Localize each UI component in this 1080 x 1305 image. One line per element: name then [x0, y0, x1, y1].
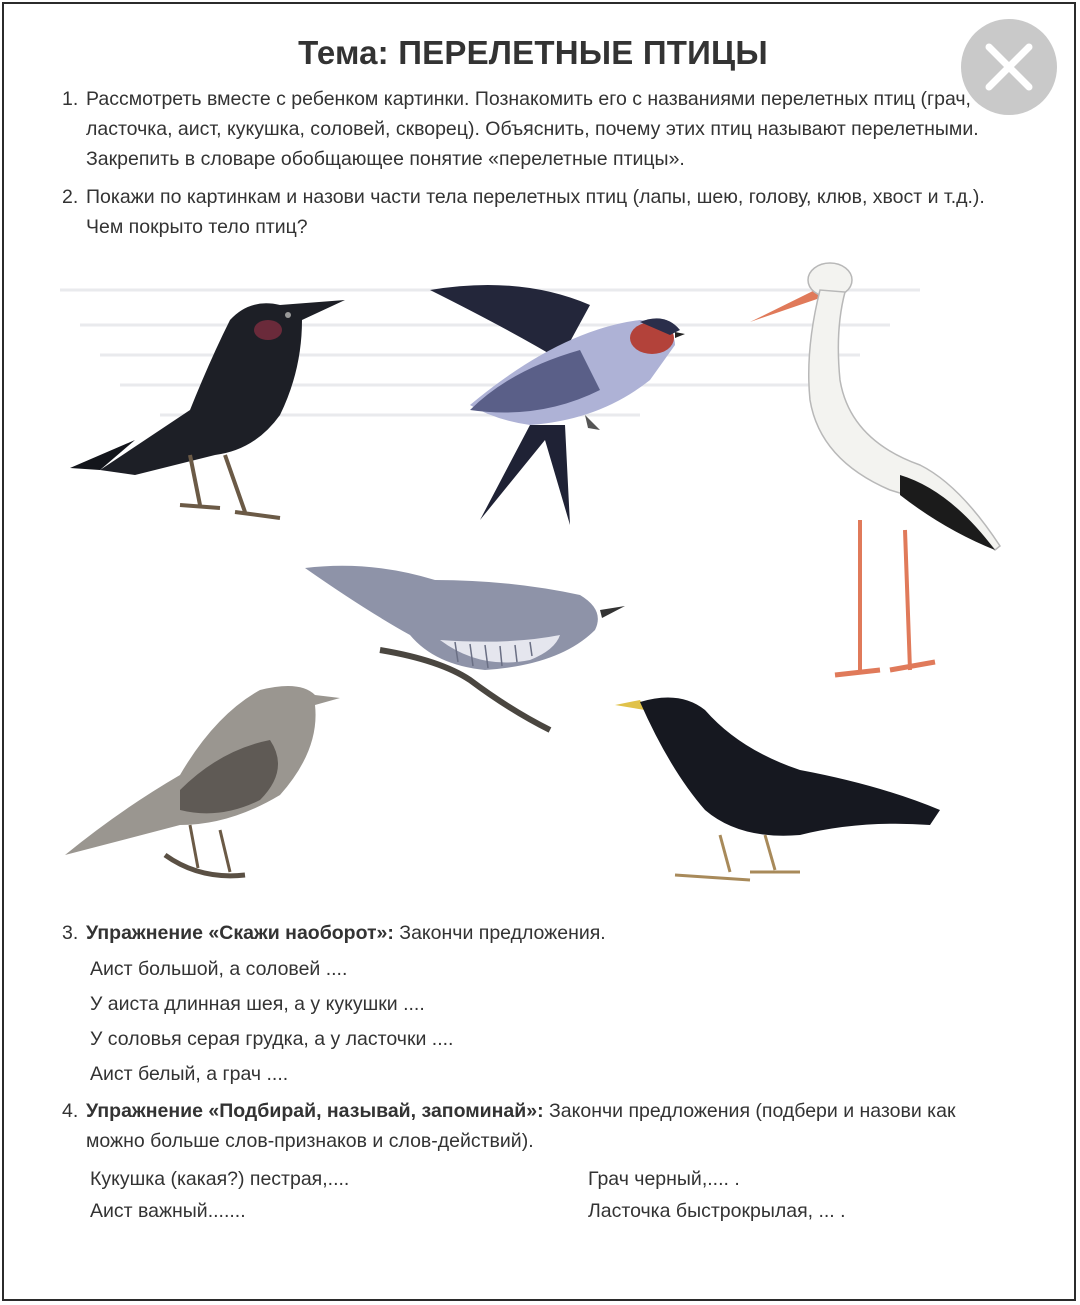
sentence: Ласточка быстрокрылая, ... . [588, 1200, 846, 1222]
item-number: 3. [62, 922, 79, 944]
item-text [86, 1096, 1002, 1156]
starling-illustration [615, 698, 940, 881]
sentence: Аист важный....... [90, 1200, 246, 1222]
sentence: У аиста длинная шея, а у кукушки .... [90, 993, 425, 1015]
item-text: Покажи по картинкам и назови части тела перелетных птиц (лапы, шею, голову, клюв, хвост и т.д.). Чем покрыто тело птиц? [86, 186, 985, 238]
sentence: Аист белый, а грач .... [90, 1063, 289, 1085]
item-text [86, 918, 992, 948]
sentence: Аист большой, а соловей .... [90, 958, 348, 980]
sentence: Кукушка (какая?) пестрая,.... [90, 1168, 350, 1190]
item-number: 4. [62, 1100, 79, 1122]
swallow-illustration [430, 285, 685, 525]
exercise-instruction: Закончи предложения. [393, 922, 606, 944]
exercise-instruction: Закончи предложения (подбери и назови как можно больше слов-признаков и слов-действий). [86, 1100, 956, 1152]
exercise-title: Упражнение «Скажи наоборот»: [86, 922, 394, 944]
sentence: У соловья серая грудка, а у ласточки .... [90, 1028, 454, 1050]
exercise-3-sentences [90, 954, 453, 1094]
exercise-3 [62, 918, 992, 948]
sentence: Грач черный,.... . [588, 1168, 740, 1190]
nightingale-illustration [65, 686, 340, 876]
item-text: Рассмотреть вместе с ребенком картинки. Познакомить его с названиями перелетных птиц (грач, ласточка, аист, кукушка, соловей, скворец). Объяснить, почему этих птиц называют перелетными. Закрепить в словаре обобщающее понятие «перелетные птицы». [86, 88, 979, 170]
item-number: 1. [62, 88, 79, 110]
item-number: 2. [62, 186, 79, 208]
exercise-4 [62, 1096, 1002, 1156]
rook-illustration [70, 300, 345, 518]
page-title: Тема: ПЕРЕЛЕТНЫЕ ПТИЦЫ [298, 34, 768, 71]
instruction-1 [62, 84, 992, 174]
exercise-4-right-column [588, 1164, 846, 1228]
exercise-title: Упражнение «Подбирай, называй, запоминай»: [86, 1100, 544, 1122]
cuckoo-illustration [305, 566, 625, 730]
instruction-2 [62, 182, 992, 242]
exercise-4-left-column [90, 1164, 349, 1228]
birds-illustration [40, 250, 1040, 900]
